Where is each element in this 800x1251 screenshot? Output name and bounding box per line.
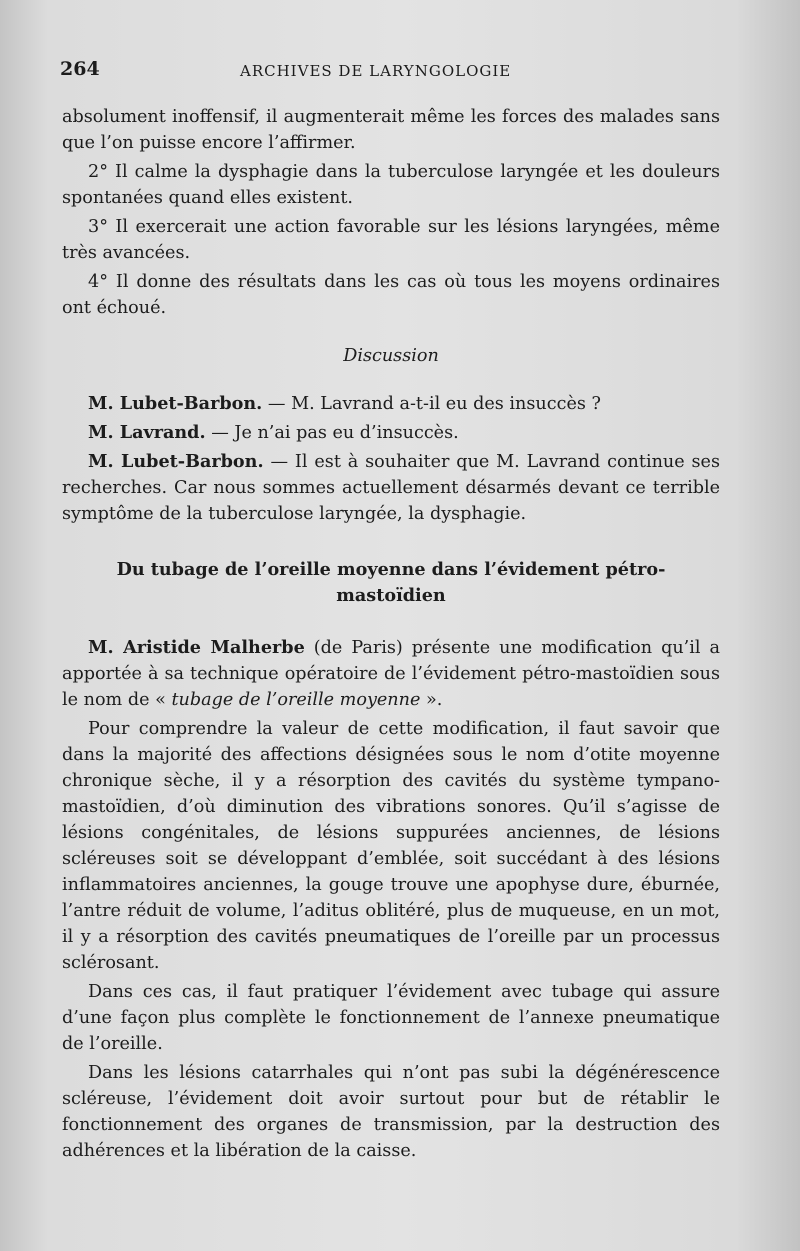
speaker-name: M. Aristide Malherbe <box>88 637 305 658</box>
list-item-4: 4° Il donne des résultats dans les cas où tous les moyens ordinaires ont échoué. <box>62 272 720 318</box>
article-title: Du tubage de l’oreille moyenne dans l’évidement pétro-mastoïdien <box>116 559 666 606</box>
discussion-question <box>62 391 720 417</box>
paragraph-text: ». <box>420 690 443 710</box>
page-header <box>60 58 740 88</box>
article-paragraph-1 <box>62 635 720 713</box>
speaker-name: M. Lavrand. <box>88 422 206 443</box>
running-title: ARCHIVES DE LARYNGOLOGIE <box>240 62 512 80</box>
discussion-heading: Discussion <box>343 346 439 366</box>
speaker-name: M. Lubet-Barbon. <box>88 451 264 472</box>
speech-text: — Il est à souhaiter que M. Lavrand continue ses recherches. Car nous sommes actuellement désarmés devant ce terrible symptôme de la tuberculose laryngée, la dysphagie. <box>62 452 721 524</box>
paragraph-continued: absolument inoffensif, il augmenterait même les forces des malades sans que l’on puisse encore l’affirmer. <box>62 107 720 153</box>
emphasis-text: tubage de l’oreille moyenne <box>171 690 421 710</box>
list-item-3: 3° Il exercerait une action favorable sur les lésions laryngées, même très avancées. <box>62 217 720 263</box>
page-body <box>62 104 720 1164</box>
article-paragraph-3: Dans ces cas, il faut pratiquer l’évidement avec tubage qui assure d’une façon plus complète le fonctionnement de l’annexe pneumatique de l’oreille. <box>62 982 720 1054</box>
page-number: 264 <box>60 58 100 80</box>
discussion-answer <box>62 420 720 446</box>
speech-text: — M. Lavrand a-t-il eu des insuccès ? <box>262 394 601 414</box>
article-paragraph-4: Dans les lésions catarrhales qui n’ont pas subi la dégénérescence scléreuse, l’évidement doit avoir surtout pour but de rétablir le fonctionnement des organes de transmission, par la destruction des adhérences et la libération de la caisse. <box>62 1063 720 1161</box>
article-paragraph-2: Pour comprendre la valeur de cette modification, il faut savoir que dans la majorité des affections désignées sous le nom d’otite moyenne chronique sèche, il y a résorption des cavités du système tympano-mastoïdien, d’où diminution des vibrations sonores. Qu’il s’agisse de lésions congénitales, de lésions suppurées anciennes, de lésions scléreuses soit se développant d’emblée, soit succédant à des lésions inflammatoires anciennes, la gouge trouve une apophyse dure, éburnée, l’antre réduit de volume, l’aditus oblitéré, plus de muqueuse, en un mot, il y a résorption des cavités pneumatiques de l’oreille par un processus sclérosant. <box>62 719 720 973</box>
speech-text: — Je n’ai pas eu d’insuccès. <box>205 423 459 443</box>
list-item-2: 2° Il calme la dysphagie dans la tuberculose laryngée et les douleurs spontanées quand elles existent. <box>62 162 720 208</box>
paragraph-text: (de Paris) présente une modification qu’il a apportée à sa technique opératoire de l’évidement pétro-mastoïdien sous le nom de « <box>62 638 720 710</box>
speaker-name: M. Lubet-Barbon. <box>88 393 263 414</box>
discussion-comment <box>62 449 720 527</box>
